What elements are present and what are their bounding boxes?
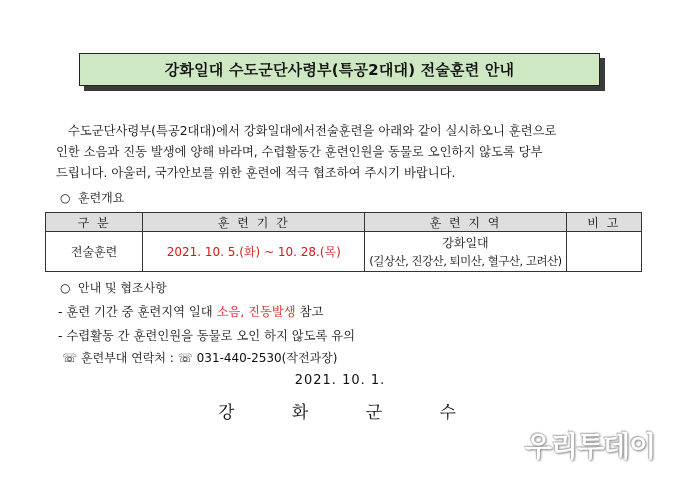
cell-type: 전술훈련: [46, 232, 143, 272]
table-header-row: [46, 213, 642, 232]
document-date: 2021. 10. 1.: [294, 373, 386, 388]
intro-paragraph: [56, 121, 636, 184]
training-table: [45, 212, 642, 272]
contact-number: 031-440-2530(작전과장): [196, 351, 338, 365]
guidance-text: - 훈련 기간 중 훈련지역 일대: [58, 305, 217, 319]
area-sub: (길상산, 진강산, 퇴미산, 혈구산, 고려산): [369, 253, 562, 268]
cell-area: [365, 232, 566, 272]
section-label: 훈련개요: [78, 191, 125, 205]
table-row: [46, 232, 642, 272]
guidance-text: 참고: [295, 305, 324, 319]
section-label: 안내 및 협조사항: [78, 281, 167, 295]
guidance-highlight: 소음, 진동발생: [216, 305, 296, 319]
section-heading-guidance: [60, 279, 167, 296]
contact-line: [62, 349, 337, 366]
intro-line: 인한 소음과 진동 발생에 양해 바라며, 수렵활동간 훈련인원을 동물로 오인하지 않도록 당부: [56, 145, 543, 159]
signer: 강 화 군 수: [218, 403, 482, 423]
guidance-item: [58, 302, 323, 320]
cell-period: 2021. 10. 5.(화) ~ 10. 28.(목): [143, 232, 365, 272]
cell-note: [566, 232, 641, 272]
intro-line: 수도군단사령부(특공2대대)에서 강화일대에서전술훈련을 아래와 같이 실시하오니 훈련으로: [68, 124, 557, 138]
section-heading-overview: [60, 189, 124, 206]
phone-icon: ☏: [177, 351, 193, 365]
guidance-item: - 수렵활동 간 훈련인원을 동물로 오인 하지 않도록 유의: [58, 329, 356, 343]
circle-bullet-icon: ○: [60, 281, 71, 295]
table-header: 비 고: [566, 213, 641, 232]
area-main: 강화일대: [442, 235, 489, 250]
circle-bullet-icon: ○: [60, 191, 71, 205]
document-title: 강화일대 수도군단사령부(특공2대대) 전술훈련 안내: [79, 53, 600, 86]
watermark-logo: 우리투데이: [524, 430, 656, 463]
table-header: 구 분: [46, 213, 143, 232]
contact-label: 훈련부대 연락처 :: [81, 351, 178, 365]
intro-line: 드립니다. 아울러, 국가안보를 위한 훈련에 적극 협조하여 주시기 바랍니다.: [56, 166, 456, 180]
table-header: 훈 련 기 간: [143, 213, 365, 232]
table-header: 훈 련 지 역: [365, 213, 566, 232]
phone-icon: ☏: [62, 351, 78, 365]
